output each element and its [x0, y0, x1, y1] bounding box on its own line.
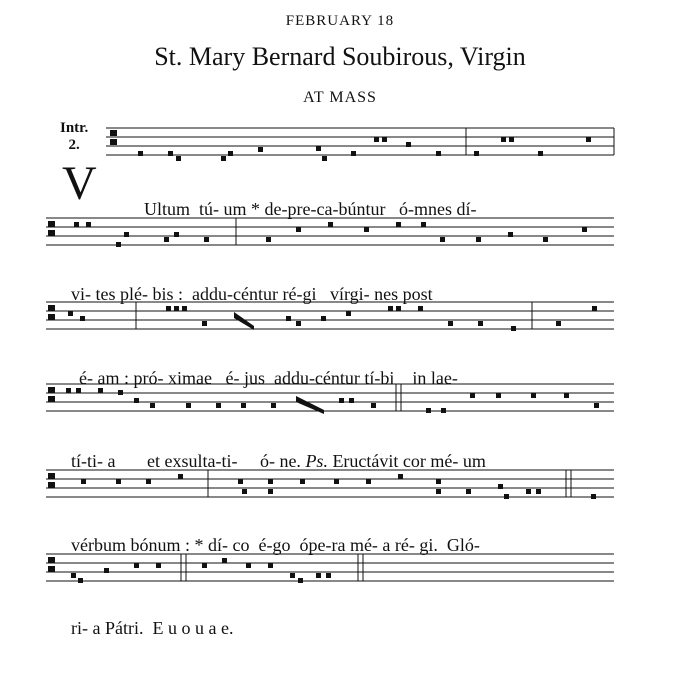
lyric-syllable: bis : [152, 284, 183, 304]
lyric-syllable: co [232, 535, 250, 555]
music-staff-6 [46, 548, 616, 590]
lyric-syllable: tú- [199, 199, 220, 219]
lyric-syllable: addu-céntur [192, 284, 278, 304]
chant-label-type: Intr. [60, 120, 89, 136]
lyric-syllable: vírgi- [329, 284, 370, 304]
lyric-syllable: vi- [71, 284, 91, 304]
lyric-syllable: Eructávit cor [332, 451, 426, 471]
chant-label-mode: 2. [68, 137, 80, 153]
lyric-syllable: é- [225, 368, 240, 388]
music-staff-4 [46, 378, 616, 422]
initial-letter: V [62, 157, 97, 210]
lyric-syllable: ré-gi [282, 284, 317, 304]
lyric-syllable: jus [243, 368, 265, 388]
lyric-syllable: ópe-ra [299, 535, 346, 555]
lyric-syllable: plé- [120, 284, 148, 304]
lyric-syllable: vérbum bónum : * dí- [71, 535, 228, 555]
music-staff-5 [46, 464, 616, 506]
lyric-syllable: a [382, 535, 391, 555]
lyric-syllable: ximae [167, 368, 212, 388]
page-title: St. Mary Bernard Soubirous, Virgin [154, 42, 526, 71]
page-subtitle: AT MASS [303, 89, 377, 106]
lyric-syllable: ré- gi. [394, 535, 438, 555]
lyric-line-6 [62, 597, 233, 639]
psalm-marker: Ps. [305, 451, 328, 471]
lyric-syllable: é-go [258, 535, 291, 555]
lyric-syllable: tí-bi [364, 368, 395, 388]
lyric-syllable: E u o u a e. [152, 618, 234, 638]
lyric-syllable: tí-ti- a [71, 451, 116, 471]
lyric-syllable: ó- ne. [259, 451, 301, 471]
music-staff-2 [46, 212, 616, 254]
lyric-syllable: dí- [456, 199, 477, 219]
lyric-syllable: ó-mnes [398, 199, 452, 219]
music-staff-3 [46, 296, 616, 338]
feast-date: FEBRUARY 18 [285, 13, 395, 29]
lyric-syllable: addu-céntur [273, 368, 360, 388]
lyric-syllable: ri- a Pátri. [71, 618, 144, 638]
lyric-syllable: Ultum [144, 199, 191, 219]
lyric-syllable: um * de-pre-ca-búntur [223, 199, 386, 219]
music-staff-1 [46, 124, 616, 164]
lyric-syllable: in lae- [412, 368, 458, 388]
lyric-syllable: mé- [349, 535, 378, 555]
lyric-syllable: et exsulta-ti- [146, 451, 238, 471]
lyric-syllable: é- am : pró- [79, 368, 164, 388]
lyric-syllable: nes post [374, 284, 433, 304]
lyric-syllable: tes [95, 284, 116, 304]
lyric-syllable: Gló- [446, 535, 480, 555]
lyric-syllable: mé- um [430, 451, 486, 471]
